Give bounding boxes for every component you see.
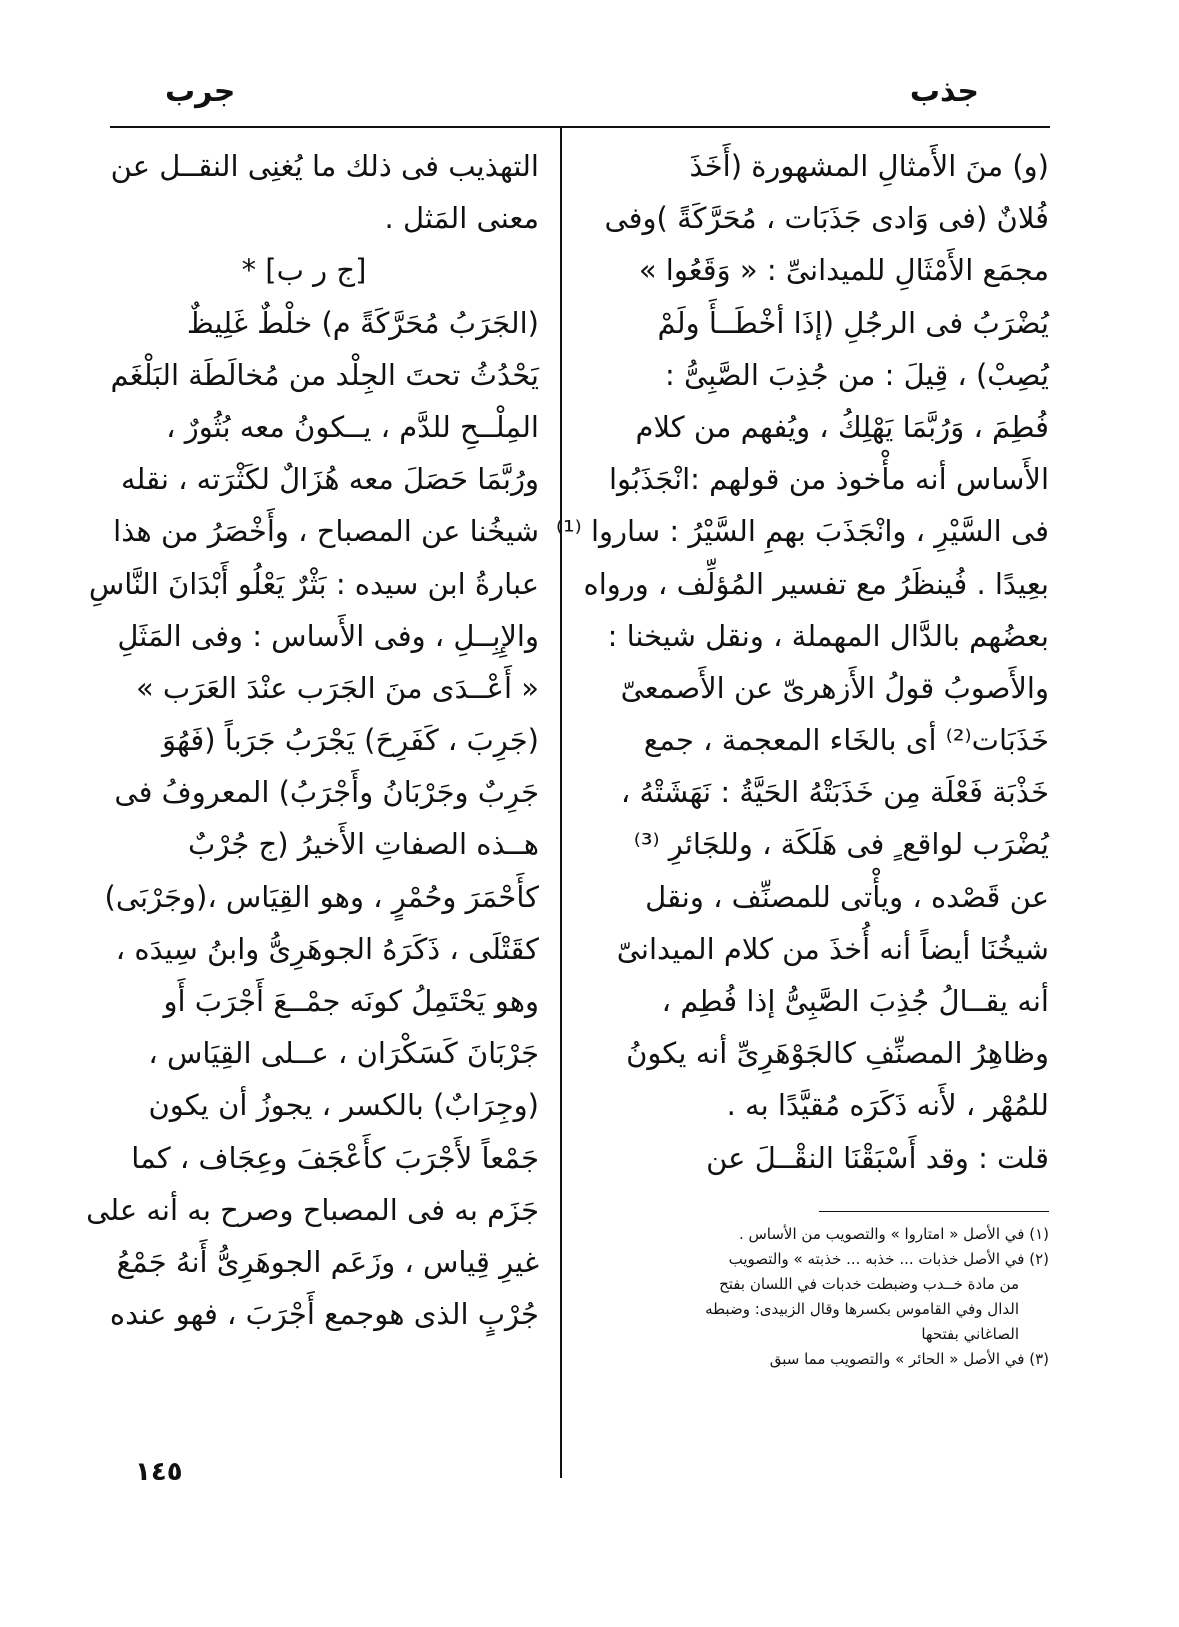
- text-line: فى السَّيْرِ ، وانْجَذَبَ بهمِ السَّيْرُ : ساروا ⁽¹⁾: [555, 514, 1049, 549]
- text-line: مجمَع الأَمْثَالِ للميدانىِّ : « وَقَعُوا »: [638, 253, 1049, 288]
- text-line: يُضْرَب لواقع ٍ فى هَلَكَة ، وللجَائرِ ⁽³⁾: [633, 827, 1049, 862]
- text-line: « أَعْــدَى منَ الجَرَب عنْدَ العَرَب »: [135, 670, 539, 705]
- text-line: بعضُهم بالدَّال المهملة ، ونقل شيخنا :: [607, 618, 1049, 653]
- text-line: يَحْدُثُ تحتَ الجِلْد من مُخالَطَة البَلْغَم: [110, 357, 539, 392]
- text-line: خَذَبَات⁽²⁾ أى بالخَاء المعجمة ، جمع: [643, 723, 1049, 758]
- text-line: ورُبَّمَا حَصَلَ معه هُزَالٌ لكَثْرَته ، نقله: [121, 462, 539, 497]
- left-column: [86, 140, 539, 1340]
- text-line: (جَرِبَ ، كَفَرِحَ) يَجْرَبُ جَرَباً (فَهُوَ: [162, 723, 539, 758]
- text-line: للمُهْر ، لأَنه ذَكَرَه مُقيَّدًا به .: [726, 1088, 1049, 1123]
- text-line: (وجِرَابٌ) بالكسر ، يجوزُ أن يكون: [148, 1088, 539, 1123]
- text-line: وظاهِرُ المصنِّفِ كالجَوْهَرِىِّ أنه يكونُ: [626, 1036, 1049, 1071]
- right-column: [555, 140, 1049, 1184]
- text-line: أنه يقــالُ جُذِبَ الصَّبِىُّ إذا فُطِم ،: [661, 984, 1049, 1018]
- text-line: عن قَصْده ، ويأْتى للمصنِّف ، ونقل: [645, 879, 1049, 914]
- header-rule: [110, 126, 1050, 128]
- running-header-left: جرب: [165, 74, 236, 109]
- text-line: كأَحْمَرَ وحُمْرٍ ، وهو القِيَاس ،(وجَرْبَى): [104, 879, 539, 914]
- text-line: يُضْرَبُ فى الرجُلِ (إذَا أخْطَــأَ ولَمْ: [657, 305, 1049, 340]
- footnote-1: (١) في الأصل « امتاروا » والتصويب من الأساس .: [738, 1225, 1049, 1243]
- text-line: شيخُنا عن المصباح ، وأَخْصَرُ من هذا: [113, 514, 539, 549]
- text-line: معنى المَثل .: [384, 201, 539, 236]
- text-line: جُرْبٍ الذى هوجمع أَجْرَبَ ، فهو عنده: [109, 1297, 539, 1332]
- text-line: هــذه الصفاتِ الأَخيرُ (ج جُرْبٌ: [188, 827, 539, 862]
- text-line: خَذْبَة فَعْلَة مِن خَذَبَتْهُ الحَيَّةُ : نَهَشَتْهُ ،: [620, 775, 1049, 810]
- entry-heading: [ج ر ب] *: [241, 253, 367, 288]
- text-line: قلت : وقد أَسْبَقْنَا النقْــلَ عن: [706, 1140, 1049, 1175]
- text-line: جَزَم به فى المصباح وصرح به أنه على: [86, 1192, 539, 1227]
- running-header-right: جذب: [909, 74, 979, 109]
- footnote-3: (٣) في الأصل « الحائر » والتصويب مما سبق: [769, 1350, 1049, 1368]
- footnotes: [599, 1222, 1049, 1372]
- text-line: شيخُنَا أيضاً أنه أُخذَ من كلام الميدانىّ: [616, 931, 1049, 966]
- text-line: (الجَرَبُ مُحَرَّكَةً م) خلْطٌ غَلِيظٌ: [186, 305, 539, 340]
- text-line: المِلْــحِ للدَّم ، يــكونُ معه بُثُورٌ ،: [166, 409, 539, 444]
- text-line: عبارةُ ابن سيده : بَثْرٌ يَعْلُو أَبْدَانَ النَّاسِ: [88, 566, 539, 601]
- text-line: فُلانٌ (فى وَادى جَذَبَات ، مُحَرَّكَةً )وفى: [604, 201, 1049, 236]
- column-divider: [560, 128, 562, 1478]
- footnote-2: (٢) في الأصل خذبات ... خذبه ... خذبته » والتصويب: [728, 1250, 1049, 1268]
- footnote-rule: [819, 1211, 1049, 1212]
- text-line: يُصِبْ) ، قِيلَ : من جُذِبَ الصَّبِىُّ :: [664, 357, 1049, 392]
- text-line: الأَساس أنه مأْخوذ من قولهم :انْجَذَبُوا: [609, 462, 1049, 497]
- text-line: بعِيدًا . فُينظَرُ مع تفسير المُؤلِّف ، ورواه: [583, 566, 1049, 601]
- text-line: جَرِبٌ وجَرْبَانُ وأَجْرَبُ) المعروفُ فى: [114, 775, 539, 810]
- text-line: فُطِمَ ، وَرُبَّمَا يَهْلِكُ ، ويُفهم من كلام: [635, 409, 1049, 444]
- footnote-2-continuation: من مادة خــدب وضبطت خدبات في اللسان بفتح: [719, 1275, 1019, 1293]
- text-line: التهذيب فى ذلك ما يُغنِى النقــل عن: [110, 149, 539, 183]
- text-line: والأَصوبُ قولُ الأَزهرىّ عن الأَصمعىّ: [620, 670, 1049, 705]
- page-number: ١٤٥: [135, 1457, 183, 1487]
- text-line: جَرْبَانَ كَسَكْرَان ، عــلى القِيَاس ،: [148, 1036, 539, 1071]
- text-line: (و) منَ الأَمثالِ المشهورة (أَخَذَ: [689, 149, 1049, 183]
- text-line: غيرِ قِياس ، وزَعَم الجوهَرِىُّ أَنهُ جَمْعُ: [116, 1244, 539, 1279]
- text-line: وهو يَحْتَمِلُ كونَه جمْــعَ أَجْرَبَ أَو: [163, 984, 539, 1018]
- footnote-2-continuation: الدال وفي القاموس بكسرها وقال الزبيدى: وضبطه: [705, 1300, 1019, 1318]
- text-line: جَمْعاً لأَجْرَبَ كأَعْجَفَ وعِجَاف ، كما: [131, 1140, 539, 1175]
- text-line: كقَتْلَى ، ذَكَرَهُ الجوهَرِىُّ وابنُ سِيدَه ،: [115, 931, 539, 966]
- text-line: والإِبِــلِ ، وفى الأَساس : وفى المَثَلِ: [117, 618, 539, 653]
- footnote-2-continuation: الصاغاني بفتحها: [921, 1325, 1019, 1343]
